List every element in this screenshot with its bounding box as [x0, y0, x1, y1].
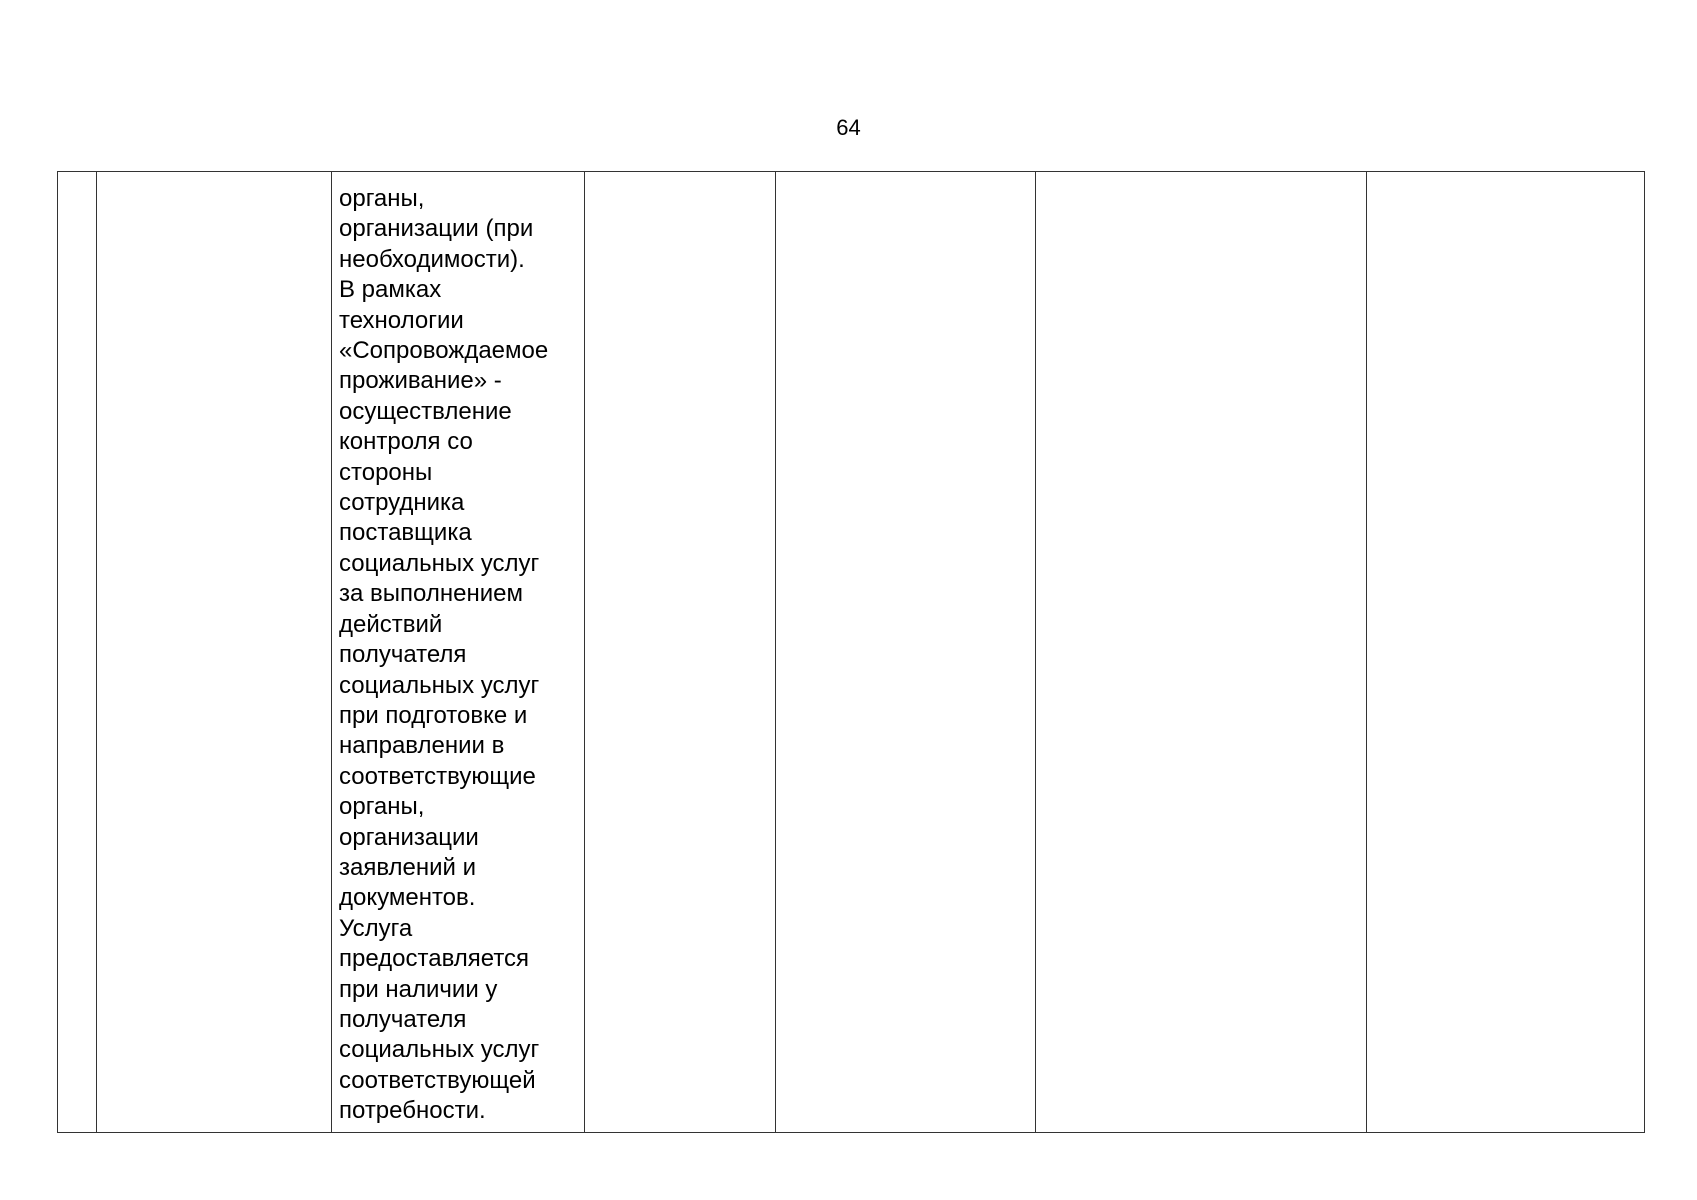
description-line: проживание» - [339, 367, 502, 395]
description-line: соответствующие [339, 762, 536, 790]
description-line: В рамках [339, 276, 442, 304]
description-line: стороны [339, 458, 433, 486]
description-line: контроля со [339, 428, 473, 456]
table-row [58, 172, 1645, 1133]
page-number: 64 [836, 115, 861, 140]
description-line: социальных услуг [339, 549, 540, 577]
cell-service-description [332, 172, 585, 1133]
description-line: документов. [339, 884, 476, 912]
description-line: потребности. [339, 1097, 486, 1125]
description-line: организации (при [339, 215, 534, 243]
service-description-text [339, 184, 578, 1127]
description-line: социальных услуг [339, 1036, 540, 1064]
description-line: получателя [339, 641, 467, 669]
description-line: получателя [339, 1005, 467, 1033]
description-line: необходимости). [339, 245, 525, 273]
continuation-table [57, 171, 1645, 1133]
description-line: технологии [339, 306, 464, 334]
description-line: организации [339, 823, 479, 851]
description-line: «Сопровождаемое [339, 337, 549, 365]
description-line: органы, [339, 793, 425, 821]
description-line: при подготовке и [339, 701, 528, 729]
cell-column-5 [776, 172, 1036, 1133]
description-line: органы, [339, 185, 425, 212]
description-line: при наличии у [339, 975, 498, 1003]
cell-column-4 [585, 172, 776, 1133]
description-line: направлении в [339, 732, 505, 760]
cell-column-7 [1367, 172, 1645, 1133]
description-line: социальных услуг [339, 671, 540, 699]
description-line: поставщика [339, 519, 472, 547]
description-line: предоставляется [339, 945, 530, 973]
cell-service-name [97, 172, 332, 1133]
description-line: сотрудника [339, 489, 465, 517]
cell-row-number [58, 172, 97, 1133]
description-line: осуществление [339, 397, 512, 425]
description-line: Услуга [339, 914, 413, 942]
description-line: за выполнением [339, 580, 523, 608]
description-line: действий [339, 610, 443, 638]
description-line: заявлений и [339, 853, 477, 881]
description-line: соответствующей [339, 1066, 536, 1094]
cell-column-6 [1036, 172, 1367, 1133]
